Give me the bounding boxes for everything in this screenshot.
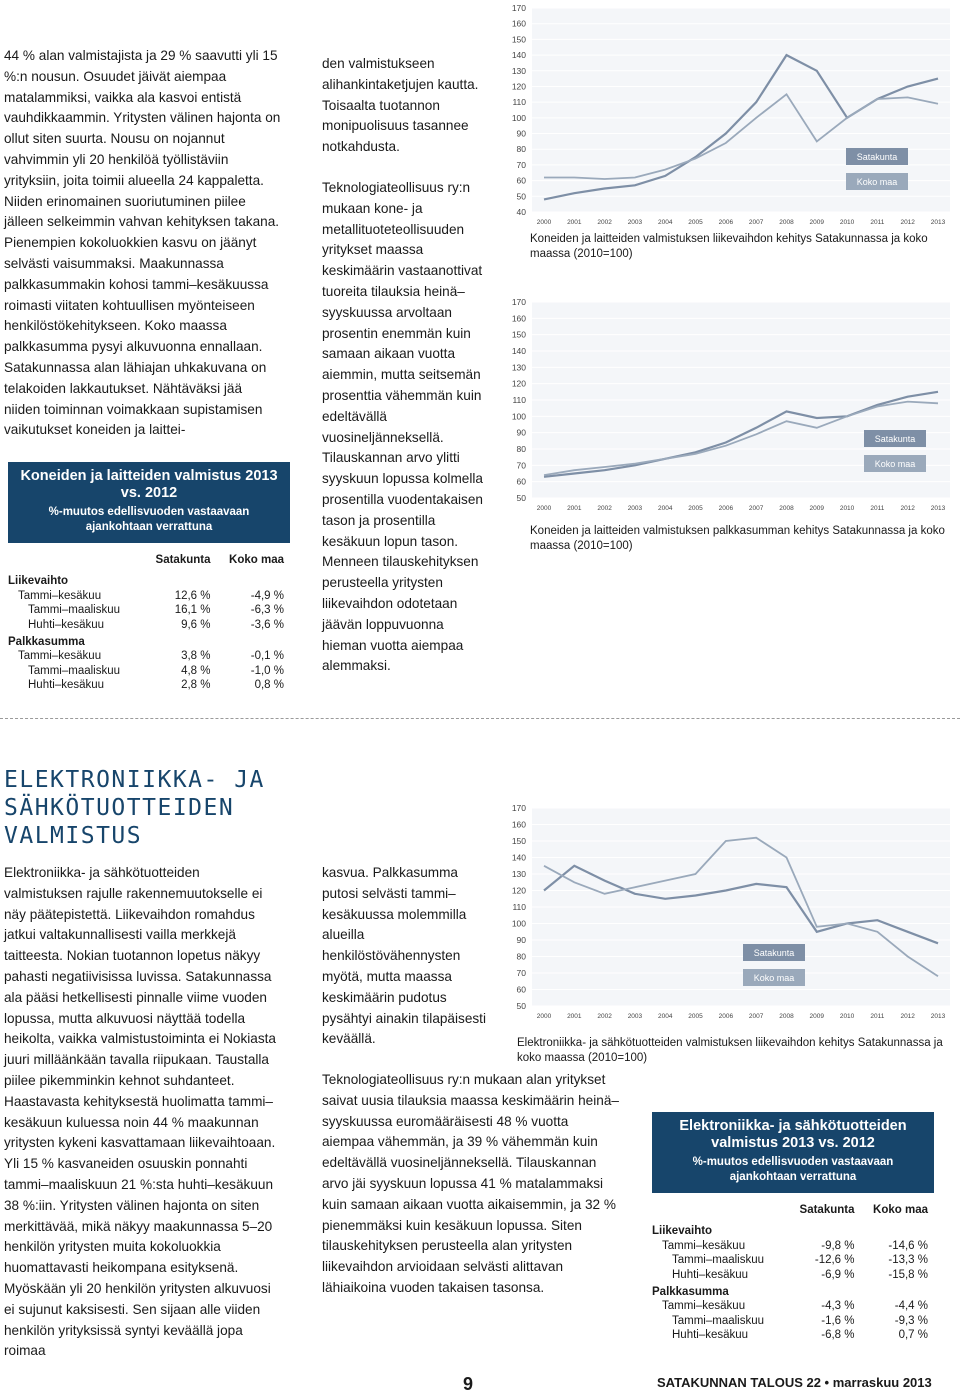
value-koko-maa: -14,6 % [888, 1239, 928, 1252]
x-tick-label: 2000 [536, 1013, 552, 1020]
y-tick-label: 80 [516, 444, 526, 454]
y-tick-label: 170 [511, 297, 526, 307]
x-tick-label: 2005 [688, 505, 703, 512]
value-koko-maa: 0,7 % [898, 1329, 928, 1342]
row-label: Tammi–kesäkuu [18, 589, 102, 602]
legend-label: Koko maa [856, 177, 898, 187]
row-label: Tammi–maaliskuu [672, 1314, 765, 1327]
legend-label: Satakunta [753, 948, 795, 958]
table-row [652, 1268, 934, 1282]
x-tick-label: 2013 [930, 505, 946, 512]
y-tick-label: 100 [511, 918, 526, 929]
x-tick-label: 2010 [839, 219, 855, 226]
y-tick-label: 130 [511, 362, 526, 373]
value-satakunta: 9,6 % [181, 618, 211, 631]
page-number: 9 [463, 1374, 474, 1394]
y-tick-label: 100 [511, 411, 526, 422]
y-tick-label: 160 [511, 18, 526, 29]
chart-electronics-revenue [496, 796, 956, 1026]
y-tick-label: 100 [511, 112, 526, 123]
value-koko-maa: -3,6 % [250, 618, 284, 631]
x-tick-label: 2009 [809, 219, 825, 226]
row-label: Huhti–kesäkuu [28, 618, 105, 631]
y-tick-label: 150 [511, 329, 526, 340]
table-body [8, 543, 290, 693]
value-koko-maa: -4,4 % [894, 1300, 928, 1313]
x-tick-label: 2003 [627, 1013, 643, 1020]
column-header-satakunta: Satakunta [799, 1204, 855, 1216]
section-title-electronics [4, 766, 265, 850]
row-label: Tammi–kesäkuu [662, 1239, 746, 1252]
y-tick-label: 90 [516, 128, 526, 139]
x-tick-label: 2003 [627, 219, 643, 226]
y-tick-label: 80 [516, 144, 526, 155]
table-title: Koneiden ja laitteiden valmistus 2013 vs. 2012 [20, 468, 278, 501]
y-tick-label: 140 [511, 852, 526, 863]
row-group-palkkasumma: Palkkasumma [652, 1286, 729, 1299]
x-tick-label: 2002 [597, 1013, 612, 1020]
x-tick-label: 2010 [839, 505, 855, 512]
y-tick-label: 120 [511, 81, 526, 92]
article-text-electronics-col2a: kasvua. Palkkasumma putosi selvästi tammi–kesäkuussa molemmilla alueilla henkilöstövähennysten myötä, mutta maassa keskimäärin pudotus pysähtyi ainakin tilapäisesti keväällä. [322, 865, 486, 1047]
table-header [652, 1112, 934, 1193]
article-text-machinery-col2b: Teknologiateollisuus ry:n mukaan kone- ja metallituoteteollisuuden yritykset maassa keskimäärin vastaanottivat tuoreita tilauksia heinä–syyskuussa arvoltaan prosentin enemmän kuin samaan aikaan vuotta aiemmin, mutta seitsemän prosenttia vähemmän kuin edeltävällä vuosineljänneksellä. Tilauskannan arvo ylitti syyskuun lopussa kolmella prosentilla vuodentakaisen tason ja prosentilla kesäkuun lopun tason. Menneen tilauskehityksen perusteella yritysten liikevaihdon odotetaan jäävän loppuvuonna hieman vuotta aiempaa alemmaksi. [322, 179, 483, 674]
y-tick-label: 90 [516, 427, 526, 438]
legend-label: Satakunta [856, 152, 898, 162]
y-tick-label: 160 [511, 819, 526, 830]
x-tick-label: 2007 [748, 1013, 764, 1020]
section-title-line: ELEKTRONIIKKA- JA [4, 767, 265, 793]
value-satakunta: -4,3 % [821, 1300, 855, 1313]
x-tick-label: 2009 [809, 1013, 825, 1020]
table-subtitle: %-muutos edellisvuoden vastaavaan ajankohtaan verrattuna [48, 506, 250, 533]
y-tick-label: 130 [511, 869, 526, 879]
x-tick-label: 2008 [779, 505, 794, 512]
y-tick-label: 40 [516, 207, 526, 217]
x-tick-label: 2009 [809, 505, 825, 512]
y-tick-label: 110 [512, 97, 526, 108]
table-row [8, 589, 290, 603]
x-tick-label: 2001 [567, 1013, 582, 1020]
value-koko-maa: -4,9 % [250, 589, 284, 602]
value-koko-maa: -0,1 % [250, 650, 284, 663]
table-row [8, 649, 290, 663]
y-tick-label: 130 [511, 65, 526, 76]
x-tick-label: 2000 [536, 505, 552, 512]
table-row [652, 1328, 934, 1342]
caption-chart-electronics-revenue: Elektroniikka- ja sähkötuotteiden valmistuksen liikevaihdon kehitys Satakunnassa ja koko maassa (2010=100) [517, 1037, 943, 1064]
chart-machinery-revenue [496, 0, 956, 230]
chart-machinery-payroll [496, 292, 956, 517]
y-tick-label: 50 [516, 493, 526, 503]
table-subtitle: %-muutos edellisvuoden vastaavaan ajankohtaan verrattuna [692, 1156, 894, 1183]
value-koko-maa: -15,8 % [888, 1268, 928, 1281]
x-tick-label: 2001 [567, 219, 582, 226]
footer-publication: SATAKUNNAN TALOUS 22 • marraskuu 2013 [657, 1375, 932, 1390]
y-tick-label: 120 [511, 378, 526, 389]
x-tick-label: 2011 [870, 1013, 885, 1020]
x-tick-label: 2012 [900, 1013, 915, 1020]
row-label: Tammi–maaliskuu [28, 664, 121, 677]
table-row [8, 678, 290, 692]
x-tick-label: 2013 [930, 219, 946, 226]
row-label: Huhti–kesäkuu [672, 1268, 749, 1281]
y-tick-label: 70 [516, 460, 526, 471]
value-koko-maa: -13,3 % [888, 1254, 928, 1267]
article-text-machinery-col2a: den valmistukseen alihankintaketjujen kautta. Toisaalta tuotannon monipuolisuus tasannee notkahdusta. [322, 56, 479, 155]
x-tick-label: 2006 [718, 1013, 734, 1020]
value-satakunta: 3,8 % [181, 650, 211, 663]
x-tick-label: 2013 [930, 1013, 946, 1020]
value-satakunta: 2,8 % [181, 679, 211, 692]
article-text-electronics-col2b: Teknologiateollisuus ry:n mukaan alan yritykset saivat uusia tilauksia maassa keskimäärin heinä–syyskuussa euromääräisesti 48 % vuotta aiempaa vähemmän, ja 39 % vähemmän kuin edeltävällä vuosineljänneksellä. Tilauskannan arvo jäi syyskuun lopussa 41 % matalammaksi kuin samaan aikaan vuotta aikaisemmin, ja 32 % pienemmäksi kuin kesäkuun lopussa. Siten tilauskehityksen perusteella alan yritysten liikevaihdon arvioidaan selvästi alittavan lähiaikoina vuoden takaisen tasonsa. [322, 1072, 619, 1295]
value-satakunta: 12,6 % [174, 589, 211, 602]
x-tick-label: 2011 [870, 219, 885, 226]
value-satakunta: -1,6 % [821, 1314, 855, 1327]
value-satakunta: 4,8 % [181, 664, 211, 677]
y-tick-label: 80 [516, 951, 526, 962]
value-satakunta: -9,8 % [821, 1239, 855, 1252]
y-tick-label: 60 [516, 175, 526, 186]
x-tick-label: 2012 [900, 219, 915, 226]
row-label: Huhti–kesäkuu [672, 1329, 749, 1342]
row-group-liikevaihto: Liikevaihto [652, 1225, 713, 1238]
y-tick-label: 140 [511, 346, 526, 356]
y-tick-label: 70 [516, 159, 526, 170]
table-row [8, 618, 290, 632]
table-title: Elektroniikka- ja sähkötuotteiden valmistus 2013 vs. 2012 [679, 1118, 907, 1151]
column-header-koko-maa: Koko maa [873, 1204, 928, 1216]
caption-chart-machinery-revenue: Koneiden ja laitteiden valmistuksen liikevaihdon kehitys Satakunnassa ja koko maassa (2010=100) [530, 233, 928, 260]
x-tick-label: 2004 [657, 1013, 673, 1020]
table-row [8, 664, 290, 678]
value-satakunta: -6,9 % [821, 1268, 855, 1281]
legend-label: Satakunta [874, 434, 916, 444]
y-tick-label: 90 [516, 935, 526, 945]
section-divider [0, 718, 960, 719]
y-tick-label: 110 [512, 902, 526, 912]
x-tick-label: 2007 [748, 505, 764, 512]
column-header-koko-maa: Koko maa [229, 554, 284, 566]
x-tick-label: 2002 [597, 505, 612, 512]
row-group-liikevaihto: Liikevaihto [8, 575, 69, 588]
value-koko-maa: -1,0 % [250, 664, 284, 677]
caption-chart-machinery-payroll: Koneiden ja laitteiden valmistuksen palkkasumman kehitys Satakunnassa ja koko maassa (2010=100) [530, 525, 945, 552]
table-row [652, 1239, 934, 1253]
table-row [652, 1314, 934, 1328]
article-text-electronics-col1: Elektroniikka- ja sähkötuotteiden valmistuksen rajulle rakennemuutokselle ei näy päätepistettä. Liikevaihdon romahdus jatkui valtakunnallisesti vailla merkkejä taitteesta. Nokian tuotannon lopetus näkyy pahasti negatiivisissa luvissa. Satakunnassa ala pääsi hetkellisesti pinnalle viime vuoden lopussa, mutta alkuvuosi näyttää todella heikolta, vaikka valmistustoiminta ei Nokiasta juuri milläänkään tavalla riipukaan. Taustalla piilee pikemminkin kehnot suhdanteet. Haastavasta kehityksestä huolimatta tammi–kesäkuun kuluessa noin 44 % maakunnan yritysten kykeni kasvattamaan liikevaihtoaan. Yli 15 % kasvaneiden osuuskin ponnahti tammi–maaliskuun 21 %:sta huhti–kesäkuun 38 %:iin. Yritysten välinen hajonta on siten merkittävää, mikä näkyy maakunnassa 5–20 henkilön yritysten muita kokoluokkia huomattavasti heikompana esityksenä. Myöskään yli 20 henkilön yritysten alkuvuosi ei sujunut kaksisesti. Sen sijaan alle viiden henkilön yrityksissä syntyi keväällä jopa roimaa [4, 865, 276, 1359]
y-tick-label: 120 [511, 885, 526, 896]
x-tick-label: 2000 [536, 219, 552, 226]
table-row [652, 1299, 934, 1313]
table-header [8, 462, 290, 543]
row-group-palkkasumma: Palkkasumma [8, 636, 85, 649]
row-label: Huhti–kesäkuu [28, 679, 105, 692]
x-tick-label: 2002 [597, 219, 612, 226]
machinery-comparison-table [8, 462, 290, 693]
y-tick-label: 50 [516, 191, 526, 202]
x-tick-label: 2008 [779, 1013, 794, 1020]
y-tick-label: 70 [516, 968, 526, 978]
table-body [652, 1193, 934, 1343]
x-tick-label: 2006 [718, 219, 734, 226]
x-tick-label: 2012 [900, 505, 915, 512]
x-tick-label: 2006 [718, 505, 734, 512]
legend-label: Koko maa [753, 973, 795, 983]
y-tick-label: 140 [511, 50, 526, 61]
y-tick-label: 150 [511, 34, 526, 45]
x-tick-label: 2007 [748, 219, 764, 226]
y-tick-label: 50 [516, 1001, 526, 1011]
x-tick-label: 2008 [779, 219, 794, 226]
y-tick-label: 170 [511, 803, 526, 813]
value-koko-maa: 0,8 % [254, 679, 284, 692]
table-row [8, 603, 290, 617]
x-tick-label: 2005 [688, 1013, 703, 1020]
y-tick-label: 150 [511, 836, 526, 846]
row-label: Tammi–kesäkuu [18, 650, 102, 663]
x-tick-label: 2004 [657, 219, 673, 226]
row-label: Tammi–kesäkuu [662, 1300, 746, 1313]
y-tick-label: 160 [511, 313, 526, 324]
value-satakunta: 16,1 % [174, 604, 211, 617]
column-header-satakunta: Satakunta [155, 554, 211, 566]
y-tick-label: 60 [516, 476, 526, 487]
value-satakunta: -12,6 % [814, 1254, 855, 1267]
x-tick-label: 2001 [567, 505, 582, 512]
x-tick-label: 2011 [870, 505, 885, 512]
row-label: Tammi–maaliskuu [28, 604, 121, 617]
y-tick-label: 170 [511, 3, 526, 13]
table-row [652, 1253, 934, 1267]
electronics-comparison-table [652, 1112, 934, 1343]
x-tick-label: 2005 [688, 219, 703, 226]
section-title-line: SÄHKÖTUOTTEIDEN [4, 795, 235, 821]
value-satakunta: -6,8 % [821, 1329, 855, 1342]
x-tick-label: 2003 [627, 505, 643, 512]
row-label: Tammi–maaliskuu [672, 1254, 765, 1267]
x-tick-label: 2010 [839, 1013, 855, 1020]
x-tick-label: 2004 [657, 505, 673, 512]
article-text-machinery-col1: 44 % alan valmistajista ja 29 % saavutti yli 15 %:n nousun. Osuudet jäivät aiempaa matalammiksi, vaikka ala kasvoi entistä vauhdikkaammin. Yritysten välinen hajonta on ollut siten suurta. Nousu on nojannut vahvimmin yli 20 henkilöä työllistäviin yrityksiin, joita toimii alueella 24 kappaletta. Niiden erinomainen suoriutuminen piilee jälleen selkeimmin vahvan kehityksen takana. Pienempien kokoluokkien kasvu on jäänyt selvästi vaisummaksi. Maakunnassa palkkasummakin kohosi tammi–kesäkuussa roimasti viitaten kohtuullisen myönteiseen henkilöstökehitykseen. Koko maassa palkkasumma pysyi alkuvuonna ennallaan. Satakunnassa alan lähiajan uhkakuvana on telakoiden lakkautukset. Nähtäväksi jää niiden toiminnan voimakkaan supistamisen vaikutukset koneiden ja laittei- [4, 48, 281, 438]
y-tick-label: 110 [512, 395, 526, 405]
value-koko-maa: -6,3 % [250, 604, 284, 617]
legend-label: Koko maa [874, 459, 916, 469]
value-koko-maa: -9,3 % [894, 1314, 928, 1327]
section-title-line: VALMISTUS [4, 823, 143, 849]
y-tick-label: 60 [516, 984, 526, 995]
